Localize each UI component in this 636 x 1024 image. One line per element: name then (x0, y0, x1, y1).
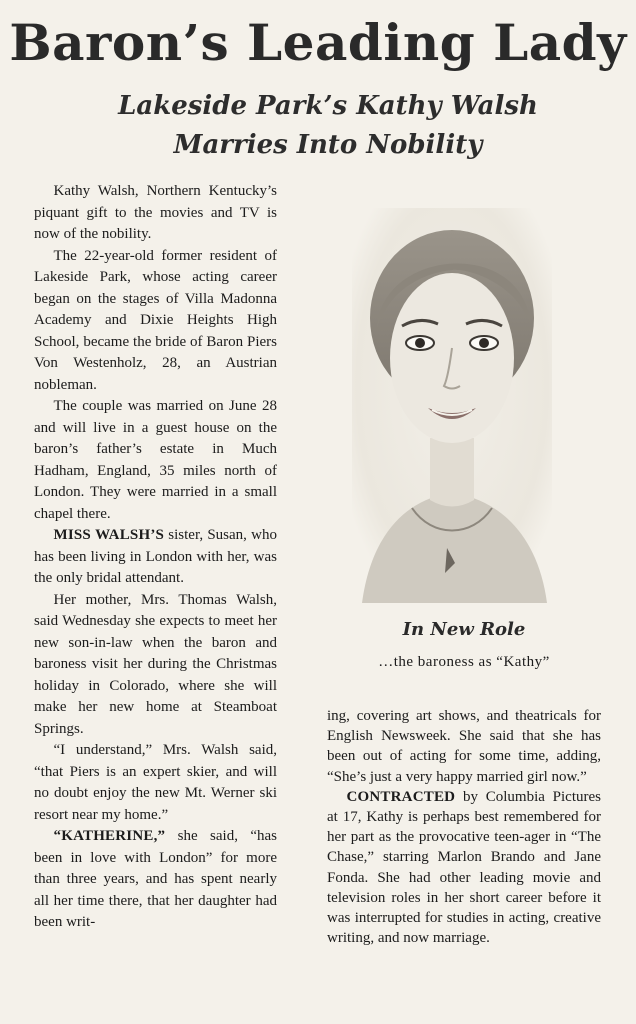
paragraph-4-lead: MISS WALSH’S (53, 527, 165, 543)
paragraph-1: Kathy Walsh, Northern Kentucky’s piquant gift to the movies and TV is now of the nobility. (34, 183, 277, 242)
subheadline-line-2: Marries Into Nobility (173, 130, 483, 160)
paragraph-6: “I understand,” Mrs. Walsh said, “that Piers is an expert skier, and will no doubt enjoy the new Mt. Werner ski resort near my home.” (34, 742, 277, 823)
portrait-illustration (352, 208, 552, 603)
portrait-photo (352, 208, 552, 603)
subheadline-line-1: Lakeside Park’s Kathy Walsh (118, 91, 538, 121)
paragraph-7-lead: “KATHERINE,” (53, 828, 166, 844)
paragraph-7-text: she said, “has been in love with London” for more than three years, and has spent nearly all her time there, that her daughter had been writ- (34, 828, 277, 930)
paragraph-4-text: sister, Susan, who has been living in London with her, was the only bridal attendant. (34, 527, 277, 586)
article-left-column (34, 181, 277, 934)
paragraph-7 (34, 826, 277, 934)
paragraph-9-text: by Columbia Pictures at 17, Kathy is perhaps best remembered for her part as the provocative teen-ager in “The Chase,” starring Marlon Brando and Jane Fonda. She had other leading movie and television roles in her short career before it was interrupted for studies in acting, creative writing, and now marriage. (327, 788, 601, 947)
headline: Baron’s Leading Lady (9, 13, 627, 72)
paragraph-8: ing, covering art shows, and theatricals for English Newsweek. She said that she has been out of acting for some time, adding, “She’s just a very happy married girl now.” (327, 708, 601, 785)
paragraph-2: The 22-year-old former resident of Lakeside Park, whose acting career began on the stages of Villa Madonna Academy and Dixie Heights High School, became the bride of Baron Piers Von Westenholz, 28, an Austrian nobleman. (34, 247, 277, 393)
paragraph-4 (34, 525, 277, 590)
article-right-column (327, 706, 601, 948)
paragraph-9-lead: CONTRACTED (346, 788, 456, 805)
photo-caption-text: …the baroness as “Kathy” (378, 654, 550, 670)
paragraph-5: Her mother, Mrs. Thomas Walsh, said Wednesday she expects to meet her new son-in-law when the baron and baroness visit her during the Christmas holiday in Colorado, where she will make her new home at Steamboat Springs. (34, 591, 277, 737)
photo-caption-title: In New Role (402, 619, 526, 640)
paragraph-9 (327, 787, 601, 949)
paragraph-3: The couple was married on June 28 and will live in a guest house on the baron’s father’s estate in Much Hadham, England, 35 miles north of London. They were married in a small chapel there. (34, 398, 277, 522)
